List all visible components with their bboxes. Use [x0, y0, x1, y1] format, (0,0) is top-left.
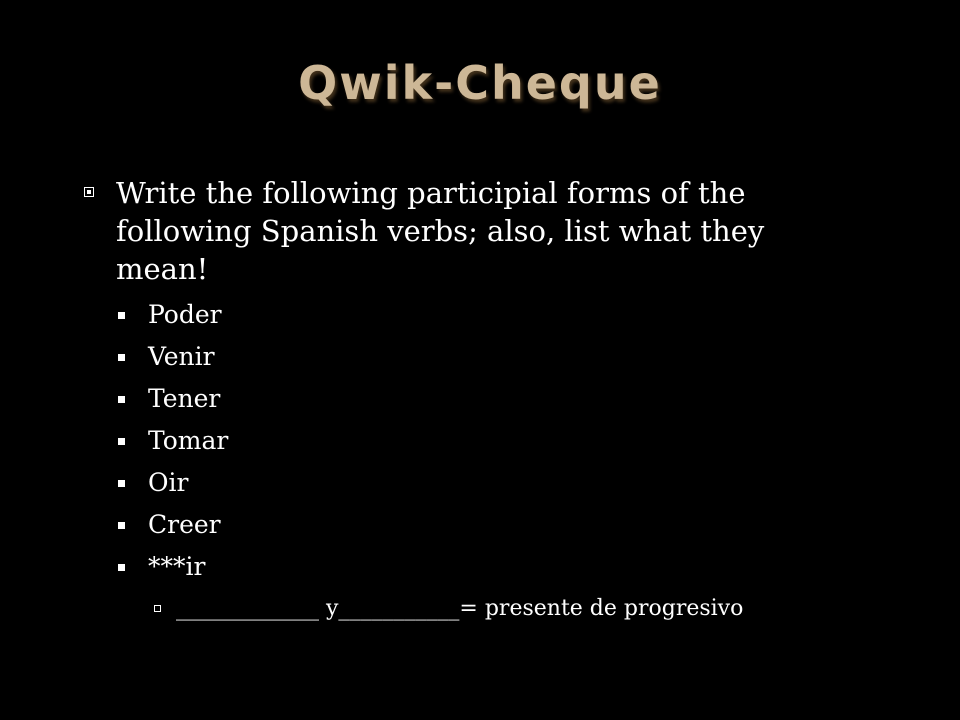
progressive-note [154, 594, 864, 624]
filled-square-bullet-icon [118, 354, 125, 361]
progressive-note-text: _____________ y___________= presente de progresivo [176, 596, 744, 621]
verb-item [116, 510, 864, 552]
main-bullet-text: Write the following participial forms of the following Spanish verbs; also, list what they mean! [116, 176, 765, 286]
verb-label: Tener [148, 384, 221, 413]
verb-item [116, 468, 864, 510]
verb-item [116, 426, 864, 468]
verb-label: Poder [148, 300, 222, 329]
filled-square-bullet-icon [118, 438, 125, 445]
verb-label: Creer [148, 510, 221, 539]
main-bullet [84, 174, 864, 288]
verb-label: Oir [148, 468, 189, 497]
filled-square-bullet-icon [118, 522, 125, 529]
filled-square-bullet-icon [118, 564, 125, 571]
slide-title: Qwik-Cheque [298, 56, 662, 110]
verb-item [116, 300, 864, 342]
filled-square-bullet-icon [118, 312, 125, 319]
filled-square-bullet-icon [118, 396, 125, 403]
filled-square-bullet-icon [118, 480, 125, 487]
verb-label: Venir [148, 342, 215, 371]
hollow-square-bullet-icon [154, 605, 161, 612]
verb-label: Tomar [148, 426, 229, 455]
verb-label: ***ir [148, 552, 206, 581]
verb-item [116, 342, 864, 384]
slide-content [84, 174, 864, 624]
verb-item [116, 384, 864, 426]
verb-item [116, 552, 864, 594]
square-bullet-icon [84, 187, 94, 197]
